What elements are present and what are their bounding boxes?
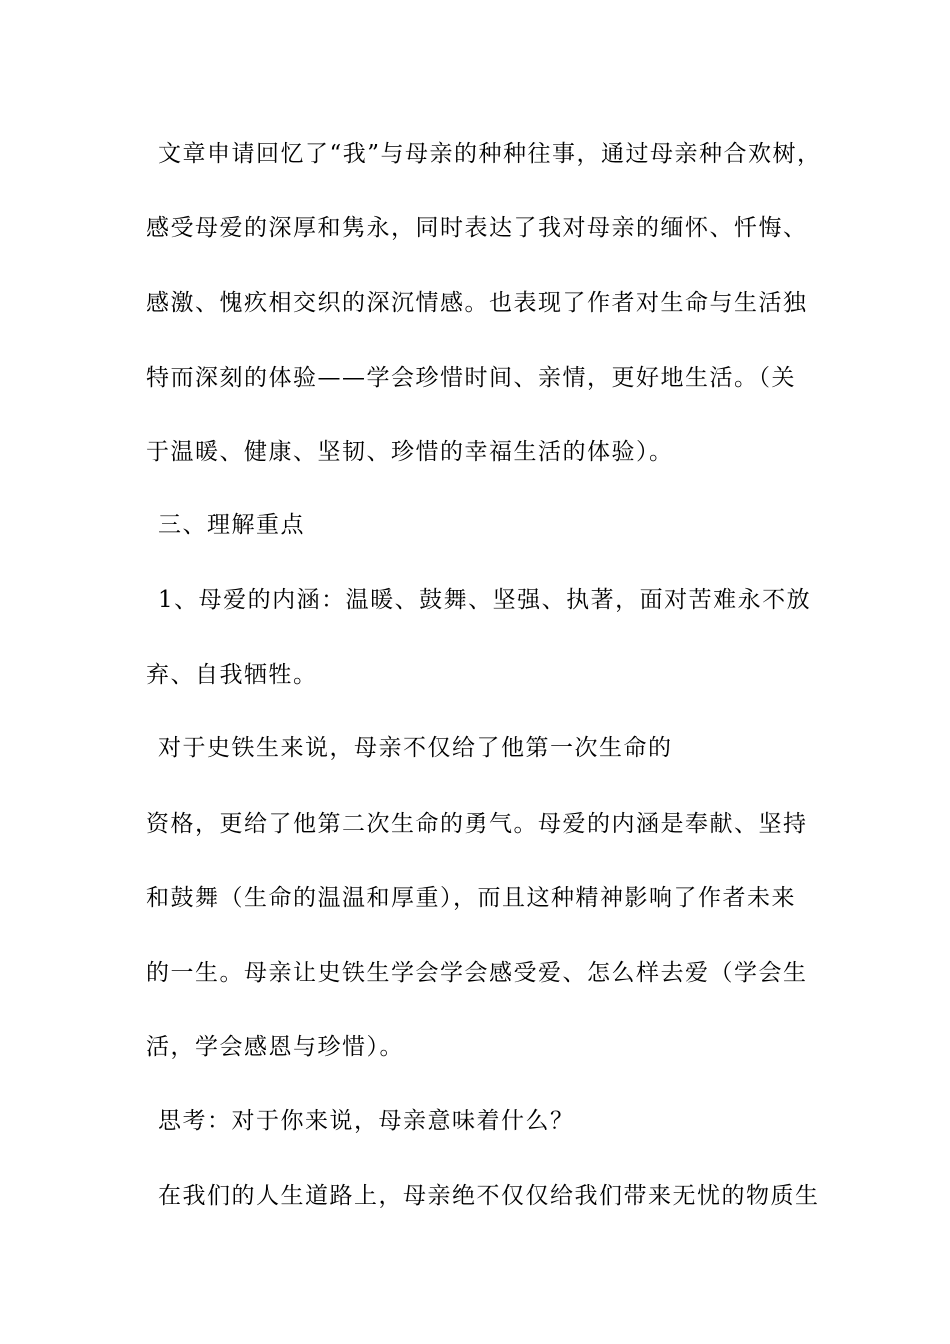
paragraph-line: 感激、愧疚相交织的深沉情感。也表现了作者对生命与生活独: [146, 290, 808, 316]
paragraph-line: 和鼓舞（生命的温温和厚重），而且这种精神影响了作者未来: [146, 885, 796, 911]
question-line: 思考：对于你来说，母亲意味着什么？: [158, 1108, 575, 1134]
paragraph-line: 对于史铁生来说，母亲不仅给了他第一次生命的: [158, 735, 673, 761]
paragraph-line: 在我们的人生道路上，母亲绝不仅仅给我们带来无忧的物质生: [158, 1183, 820, 1209]
paragraph-line: 感受母爱的深厚和隽永，同时表达了我对母亲的缅怀、忏悔、: [146, 215, 808, 241]
paragraph-line: 1、母爱的内涵：温暖、鼓舞、坚强、执著，面对苦难永不放: [158, 587, 812, 613]
paragraph-line: 资格，更给了他第二次生命的勇气。母爱的内涵是奉献、坚持: [146, 811, 808, 837]
paragraph-line: 特而深刻的体验——学会珍惜时间、亲情，更好地生活。（关: [146, 365, 796, 391]
section-heading: 三、理解重点: [158, 512, 305, 538]
paragraph-line: 于温暖、健康、坚韧、珍惜的幸福生活的体验）。: [146, 439, 674, 465]
paragraph-line: 弃、自我牺牲。: [146, 662, 318, 688]
paragraph-line: 的一生。母亲让史铁生学会学会感受爱、怎么样去爱（学会生: [146, 960, 808, 986]
paragraph-line: 文章申请回忆了“我”与母亲的种种往事，通过母亲种合欢树，: [158, 141, 822, 167]
paragraph-line: 活，学会感恩与珍惜）。: [146, 1034, 404, 1060]
